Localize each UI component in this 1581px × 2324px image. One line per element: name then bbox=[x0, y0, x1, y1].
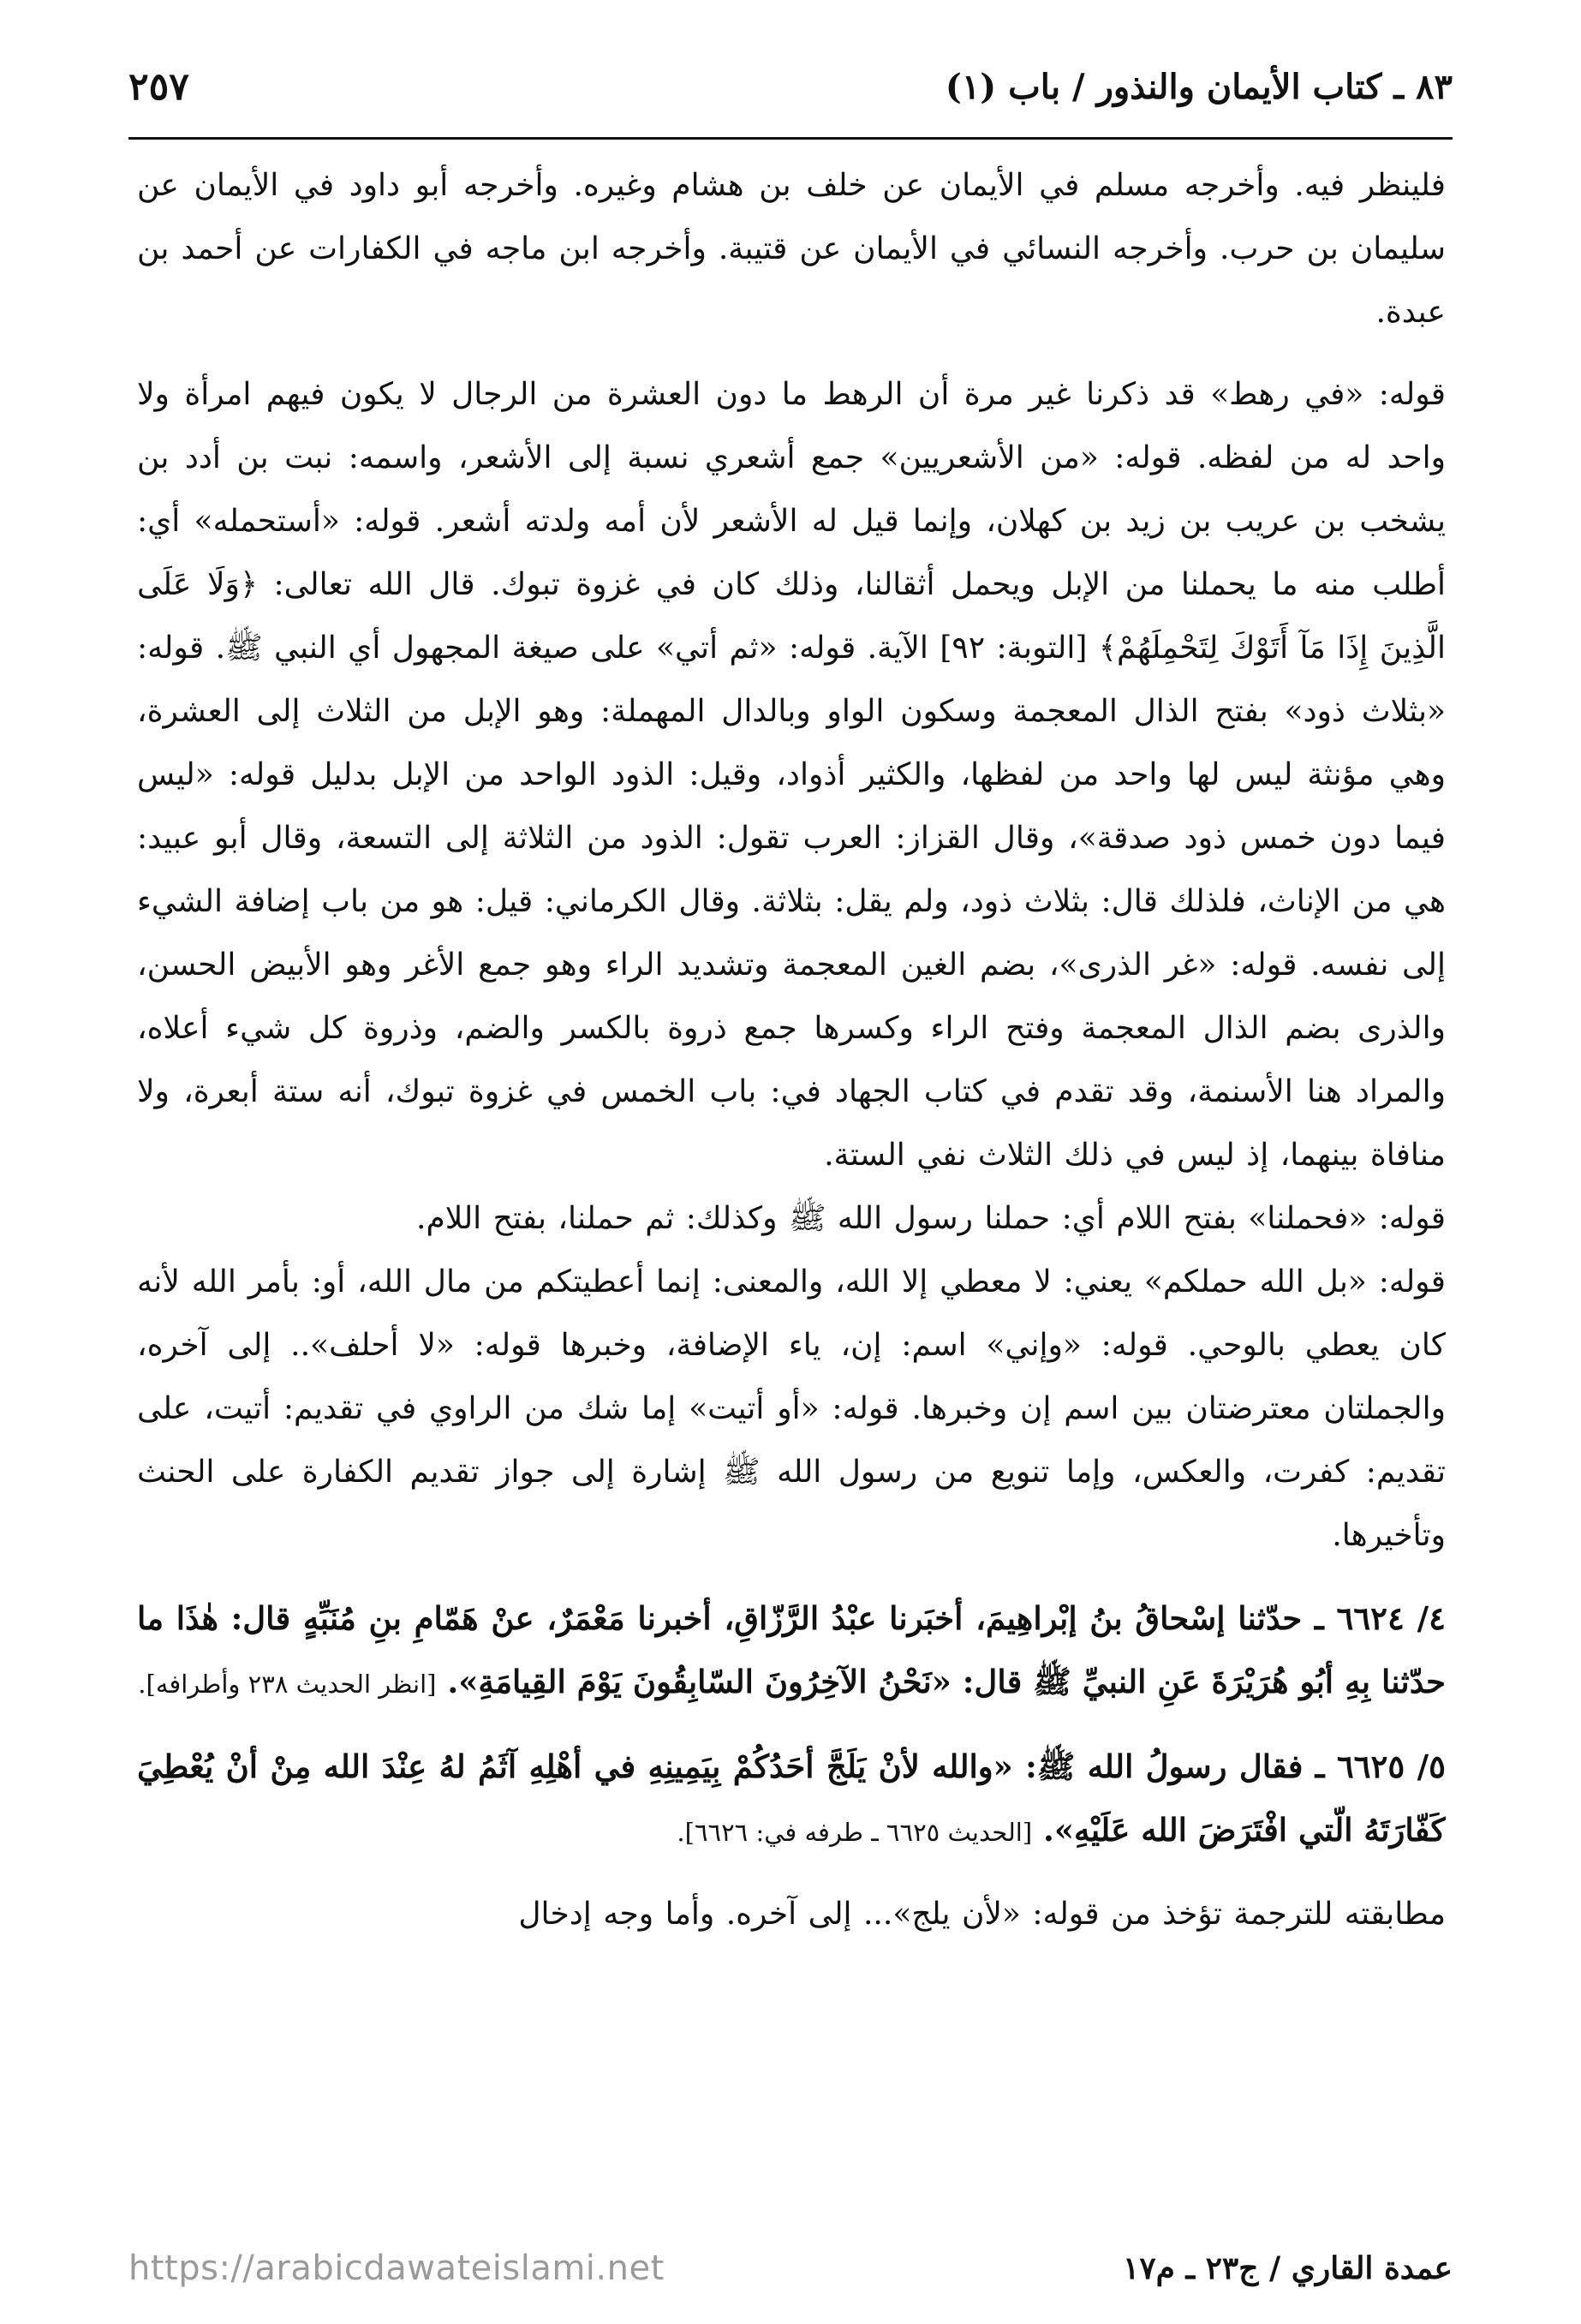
page-body bbox=[137, 154, 1446, 2161]
website-watermark: https://arabicdawateislami.net bbox=[128, 2249, 665, 2288]
paragraph-commentary-words: قوله: «في رهط» قد ذكرنا غير مرة أن الرهط ما دون العشرة من الرجال لا يكون فيهم امرأة ولا واحد له من لفظه. قوله: «من الأشعريين» جمع أشعري نسبة إلى الأشعر، واسمه: نبت بن أدد بن يشخب بن عريب بن زيد بن كهلان، وإنما قيل له الأشعر لأن أمه ولدته أشعر. قوله: «أستحمله» أي: أطلب منه ما يحملنا من الإبل ويحمل أثقالنا، وذلك كان في غزوة تبوك. قال الله تعالى: ﴿وَلَا عَلَى الَّذِينَ إِذَا مَآ أَتَوْكَ لِتَحْمِلَهُمْ﴾ [التوبة: ٩٢] الآية. قوله: «ثم أتي» على صيغة المجهول أي النبي ﷺ. قوله: «بثلاث ذود» بفتح الذال المعجمة وسكون الواو وبالدال المهملة: وهو الإبل من الثلاث إلى العشرة، وهي مؤنثة ليس لها واحد من لفظها، والكثير أذواد، وقيل: الذود الواحد من الإبل بدليل قوله: «ليس فيما دون خمس ذود صدقة»، وقال القزاز: العرب تقول: الذود من الثلاثة إلى التسعة، وقال أبو عبيد: هي من الإناث، فلذلك قال: بثلاث ذود، ولم يقل: بثلاثة. وقال الكرماني: قيل: هو من باب إضافة الشيء إلى نفسه. قوله: «غر الذرى»، بضم الغين المعجمة وتشديد الراء وهو جمع الأغر وهو الأبيض الحسن، والذرى بضم الذال المعجمة وفتح الراء وكسرها جمع ذروة بالكسر والضم، وذروة كل شيء أعلاه، والمراد هنا الأسنمة، وقد تقدم في كتاب الجهاد في: باب الخمس في غزوة تبوك، أنه ستة أبعرة، ولا منافاة بينهما، إذ ليس في ذلك الثلاث نفي الستة. bbox=[137, 377, 1446, 1173]
paragraph-commentary-hamalna: قوله: «فحملنا» بفتح اللام أي: حملنا رسول الله ﷺ وكذلك: ثم حملنا، بفتح اللام. bbox=[416, 1201, 1446, 1236]
volume-reference: عمدة القاري / ج٢٣ ـ م١٧ bbox=[1123, 2250, 1453, 2286]
hadith-6625-text: ٥/ ٦٦٢٥ ـ فقال رسولُ الله ﷺ: «والله لأنْ يَلَجَّ أحَدُكُمْ بِيَمِينِهِ في أهْلِهِ آثَمُ لهُ عِنْدَ الله مِنْ أنْ يُعْطِيَ كَفّارَتَهُ الّتي افْتَرَضَ الله عَلَيْهِ». bbox=[137, 1747, 1446, 1849]
page-number: ٢٥٧ bbox=[128, 64, 189, 109]
page-footer bbox=[128, 2234, 1453, 2303]
hadith-6624-reference: [انظر الحديث ٢٣٨ وأطرافه]. bbox=[138, 1670, 437, 1699]
paragraph-source-references: فلينظر فيه. وأخرجه مسلم في الأيمان عن خلف بن هشام وغيره. وأخرجه أبو داود في الأيمان عن سليمان بن حرب. وأخرجه النسائي في الأيمان عن قتيبة. وأخرجه ابن ماجه في الكفارات عن أحمد بن عبدة. bbox=[137, 168, 1446, 330]
hadith-6624-text: ٤/ ٦٦٢٤ ـ حدّثنا إسْحاقُ بنُ إبْراهِيمَ، أخبَرنا عبْدُ الرَّزّاقِ، أخبرنا مَعْمَرٌ، عنْ هَمّامِ بنِ مُنَبِّهٍ قال: هٰذَا ما حدّثنا بِهِ أبُو هُرَيْرَةَ عَنِ النبيِّ ﷺ قال: «نَحْنُ الآخِرُونَ السّابِقُونَ يَوْمَ القِيامَةِ». bbox=[137, 1599, 1446, 1700]
hadith-6624 bbox=[137, 1586, 1446, 1716]
running-title: ٨٣ ـ كتاب الأيمان والنذور / باب (١) bbox=[945, 66, 1453, 107]
paragraph-closing: مطابقته للترجمة تؤخذ من قوله: «لأن يلج»... إلى آخره. وأما وجه إدخال bbox=[518, 1897, 1446, 1932]
hadith-6625 bbox=[137, 1735, 1446, 1864]
hadith-6625-reference: [الحديث ٦٦٢٥ ـ طرفه في: ٦٦٢٦]. bbox=[677, 1818, 1033, 1847]
paragraph-commentary-bal-allah: قوله: «بل الله حملكم» يعني: لا معطي إلا الله، والمعنى: إنما أعطيتكم من مال الله، أو: بأمر الله لأنه كان يعطي بالوحي. قوله: «وإني» اسم: إن، ياء الإضافة، وخبرها قوله: «لا أحلف».. إلى آخره، والجملتان معترضتان بين اسم إن وخبرها. قوله: «أو أتيت» إما شك من الراوي في تقديم: أتيت، على تقديم: كفرت، والعكس، وإما تنويع من رسول الله ﷺ إشارة إلى جواز تقديم الكفارة على الحنث وتأخيرها. bbox=[137, 1264, 1446, 1553]
page-header bbox=[128, 57, 1453, 116]
header-divider bbox=[128, 137, 1453, 140]
